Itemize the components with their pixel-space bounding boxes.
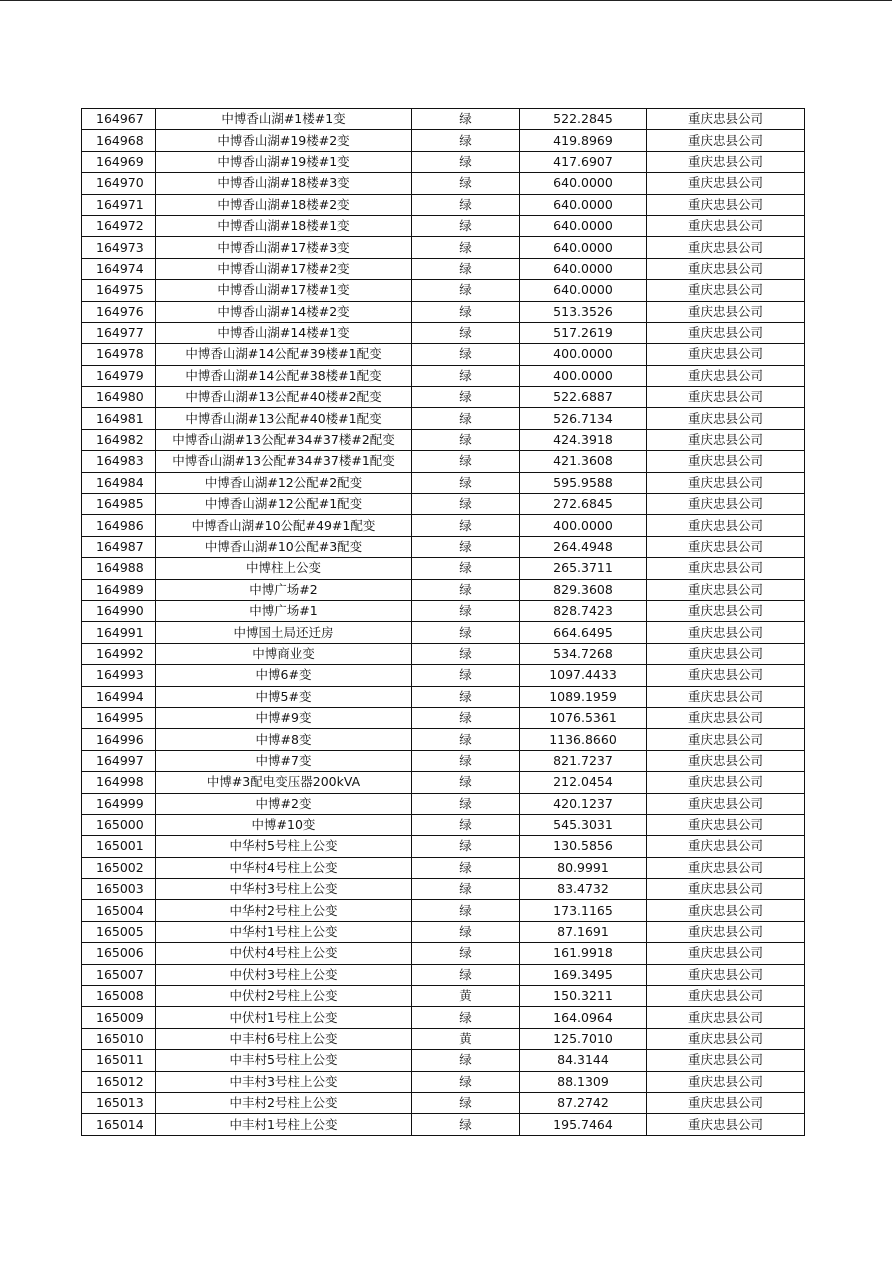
color-status-cell: 绿: [412, 536, 520, 557]
color-status-cell: 绿: [412, 301, 520, 322]
value-cell: 821.7237: [520, 750, 647, 771]
name-cell: 中博香山湖#14公配#38楼#1配变: [156, 365, 412, 386]
color-status-cell: 绿: [412, 729, 520, 750]
table-row: [82, 151, 805, 172]
color-status-cell: 绿: [412, 836, 520, 857]
table-row: [82, 836, 805, 857]
value-cell: 640.0000: [520, 194, 647, 215]
name-cell: 中博香山湖#14公配#39楼#1配变: [156, 344, 412, 365]
name-cell: 中华村4号柱上公变: [156, 857, 412, 878]
id-cell: 164983: [82, 451, 156, 472]
value-cell: 400.0000: [520, 515, 647, 536]
company-cell: 重庆忠县公司: [647, 900, 805, 921]
color-status-cell: 绿: [412, 793, 520, 814]
table-row: [82, 729, 805, 750]
company-cell: 重庆忠县公司: [647, 237, 805, 258]
company-cell: 重庆忠县公司: [647, 215, 805, 236]
table-row: [82, 900, 805, 921]
value-cell: 526.7134: [520, 408, 647, 429]
color-status-cell: 绿: [412, 600, 520, 621]
value-cell: 1089.1959: [520, 686, 647, 707]
color-status-cell: 绿: [412, 1007, 520, 1028]
id-cell: 164973: [82, 237, 156, 258]
id-cell: 164985: [82, 494, 156, 515]
value-cell: 1076.5361: [520, 707, 647, 728]
color-status-cell: 绿: [412, 237, 520, 258]
id-cell: 164980: [82, 387, 156, 408]
value-cell: 161.9918: [520, 943, 647, 964]
color-status-cell: 绿: [412, 109, 520, 130]
id-cell: 165005: [82, 921, 156, 942]
value-cell: 828.7423: [520, 600, 647, 621]
table-row: [82, 686, 805, 707]
table-row: [82, 258, 805, 279]
id-cell: 164972: [82, 215, 156, 236]
company-cell: 重庆忠县公司: [647, 707, 805, 728]
value-cell: 829.3608: [520, 579, 647, 600]
table-row: [82, 622, 805, 643]
color-status-cell: 绿: [412, 707, 520, 728]
company-cell: 重庆忠县公司: [647, 943, 805, 964]
name-cell: 中丰村3号柱上公变: [156, 1071, 412, 1092]
table-row: [82, 515, 805, 536]
value-cell: 87.1691: [520, 921, 647, 942]
value-cell: 513.3526: [520, 301, 647, 322]
id-cell: 164999: [82, 793, 156, 814]
table-row: [82, 943, 805, 964]
company-cell: 重庆忠县公司: [647, 387, 805, 408]
value-cell: 1136.8660: [520, 729, 647, 750]
color-status-cell: 绿: [412, 643, 520, 664]
id-cell: 165010: [82, 1028, 156, 1049]
table-row: [82, 1028, 805, 1049]
id-cell: 164989: [82, 579, 156, 600]
color-status-cell: 绿: [412, 494, 520, 515]
color-status-cell: 绿: [412, 515, 520, 536]
name-cell: 中博香山湖#10公配#49#1配变: [156, 515, 412, 536]
value-cell: 517.2619: [520, 322, 647, 343]
company-cell: 重庆忠县公司: [647, 258, 805, 279]
color-status-cell: 黄: [412, 1028, 520, 1049]
company-cell: 重庆忠县公司: [647, 515, 805, 536]
color-status-cell: 绿: [412, 151, 520, 172]
value-cell: 424.3918: [520, 429, 647, 450]
company-cell: 重庆忠县公司: [647, 451, 805, 472]
name-cell: 中博香山湖#12公配#1配变: [156, 494, 412, 515]
id-cell: 165013: [82, 1092, 156, 1113]
name-cell: 中华村3号柱上公变: [156, 879, 412, 900]
value-cell: 80.9991: [520, 857, 647, 878]
value-cell: 421.3608: [520, 451, 647, 472]
color-status-cell: 绿: [412, 943, 520, 964]
id-cell: 165011: [82, 1050, 156, 1071]
name-cell: 中博#2变: [156, 793, 412, 814]
id-cell: 164976: [82, 301, 156, 322]
table-row: [82, 643, 805, 664]
company-cell: 重庆忠县公司: [647, 408, 805, 429]
color-status-cell: 绿: [412, 622, 520, 643]
name-cell: 中博香山湖#13公配#40楼#2配变: [156, 387, 412, 408]
company-cell: 重庆忠县公司: [647, 814, 805, 835]
name-cell: 中博香山湖#1楼#1变: [156, 109, 412, 130]
value-cell: 420.1237: [520, 793, 647, 814]
company-cell: 重庆忠县公司: [647, 772, 805, 793]
table-row: [82, 365, 805, 386]
id-cell: 164977: [82, 322, 156, 343]
name-cell: 中博香山湖#14楼#2变: [156, 301, 412, 322]
id-cell: 164997: [82, 750, 156, 771]
id-cell: 164987: [82, 536, 156, 557]
table-row: [82, 579, 805, 600]
name-cell: 中博香山湖#17楼#2变: [156, 258, 412, 279]
company-cell: 重庆忠县公司: [647, 280, 805, 301]
color-status-cell: 绿: [412, 814, 520, 835]
id-cell: 164978: [82, 344, 156, 365]
value-cell: 88.1309: [520, 1071, 647, 1092]
value-cell: 417.6907: [520, 151, 647, 172]
company-cell: 重庆忠县公司: [647, 429, 805, 450]
id-cell: 164982: [82, 429, 156, 450]
name-cell: 中博香山湖#19楼#2变: [156, 130, 412, 151]
name-cell: 中博#9变: [156, 707, 412, 728]
id-cell: 164974: [82, 258, 156, 279]
value-cell: 522.2845: [520, 109, 647, 130]
name-cell: 中华村5号柱上公变: [156, 836, 412, 857]
color-status-cell: 绿: [412, 558, 520, 579]
company-cell: 重庆忠县公司: [647, 1028, 805, 1049]
company-cell: 重庆忠县公司: [647, 964, 805, 985]
id-cell: 165001: [82, 836, 156, 857]
table-row: [82, 793, 805, 814]
value-cell: 125.7010: [520, 1028, 647, 1049]
name-cell: 中博柱上公变: [156, 558, 412, 579]
id-cell: 164988: [82, 558, 156, 579]
id-cell: 165012: [82, 1071, 156, 1092]
table-row: [82, 344, 805, 365]
id-cell: 165008: [82, 986, 156, 1007]
table-row: [82, 109, 805, 130]
id-cell: 165004: [82, 900, 156, 921]
value-cell: 265.3711: [520, 558, 647, 579]
name-cell: 中博商业变: [156, 643, 412, 664]
company-cell: 重庆忠县公司: [647, 750, 805, 771]
company-cell: 重庆忠县公司: [647, 365, 805, 386]
table-row: [82, 986, 805, 1007]
company-cell: 重庆忠县公司: [647, 879, 805, 900]
table-row: [82, 665, 805, 686]
name-cell: 中博#3配电变压器200kVA: [156, 772, 412, 793]
name-cell: 中博香山湖#10公配#3配变: [156, 536, 412, 557]
company-cell: 重庆忠县公司: [647, 836, 805, 857]
name-cell: 中博香山湖#13公配#40楼#1配变: [156, 408, 412, 429]
color-status-cell: 绿: [412, 429, 520, 450]
color-status-cell: 绿: [412, 194, 520, 215]
table-row: [82, 408, 805, 429]
name-cell: 中伏村1号柱上公变: [156, 1007, 412, 1028]
value-cell: 264.4948: [520, 536, 647, 557]
table-row: [82, 964, 805, 985]
table-row: [82, 1007, 805, 1028]
company-cell: 重庆忠县公司: [647, 729, 805, 750]
company-cell: 重庆忠县公司: [647, 301, 805, 322]
company-cell: 重庆忠县公司: [647, 1050, 805, 1071]
color-status-cell: 绿: [412, 258, 520, 279]
value-cell: 83.4732: [520, 879, 647, 900]
value-cell: 545.3031: [520, 814, 647, 835]
color-status-cell: 绿: [412, 322, 520, 343]
name-cell: 中博#8变: [156, 729, 412, 750]
table-row: [82, 387, 805, 408]
company-cell: 重庆忠县公司: [647, 643, 805, 664]
name-cell: 中丰村5号柱上公变: [156, 1050, 412, 1071]
value-cell: 640.0000: [520, 280, 647, 301]
table-row: [82, 814, 805, 835]
name-cell: 中博香山湖#14楼#1变: [156, 322, 412, 343]
name-cell: 中博广场#1: [156, 600, 412, 621]
id-cell: 164969: [82, 151, 156, 172]
table-row: [82, 857, 805, 878]
color-status-cell: 绿: [412, 665, 520, 686]
value-cell: 640.0000: [520, 173, 647, 194]
company-cell: 重庆忠县公司: [647, 344, 805, 365]
table-row: [82, 558, 805, 579]
name-cell: 中博香山湖#13公配#34#37楼#2配变: [156, 429, 412, 450]
color-status-cell: 绿: [412, 451, 520, 472]
id-cell: 165009: [82, 1007, 156, 1028]
value-cell: 150.3211: [520, 986, 647, 1007]
name-cell: 中博香山湖#17楼#1变: [156, 280, 412, 301]
table-row: [82, 494, 805, 515]
name-cell: 中博#7变: [156, 750, 412, 771]
company-cell: 重庆忠县公司: [647, 793, 805, 814]
color-status-cell: 绿: [412, 344, 520, 365]
table-row: [82, 750, 805, 771]
id-cell: 164979: [82, 365, 156, 386]
table-row: [82, 451, 805, 472]
company-cell: 重庆忠县公司: [647, 600, 805, 621]
company-cell: 重庆忠县公司: [647, 921, 805, 942]
name-cell: 中博香山湖#18楼#1变: [156, 215, 412, 236]
company-cell: 重庆忠县公司: [647, 558, 805, 579]
table-row: [82, 130, 805, 151]
table-row: [82, 1071, 805, 1092]
table-row: [82, 600, 805, 621]
company-cell: 重庆忠县公司: [647, 1092, 805, 1113]
table-row: [82, 215, 805, 236]
table-row: [82, 429, 805, 450]
value-cell: 522.6887: [520, 387, 647, 408]
color-status-cell: 绿: [412, 1092, 520, 1113]
name-cell: 中伏村2号柱上公变: [156, 986, 412, 1007]
id-cell: 164975: [82, 280, 156, 301]
color-status-cell: 绿: [412, 964, 520, 985]
name-cell: 中博香山湖#18楼#2变: [156, 194, 412, 215]
value-cell: 164.0964: [520, 1007, 647, 1028]
company-cell: 重庆忠县公司: [647, 109, 805, 130]
company-cell: 重庆忠县公司: [647, 194, 805, 215]
name-cell: 中博广场#2: [156, 579, 412, 600]
table-row: [82, 237, 805, 258]
company-cell: 重庆忠县公司: [647, 986, 805, 1007]
value-cell: 272.6845: [520, 494, 647, 515]
name-cell: 中博6#变: [156, 665, 412, 686]
color-status-cell: 绿: [412, 879, 520, 900]
id-cell: 165000: [82, 814, 156, 835]
table-row: [82, 194, 805, 215]
value-cell: 84.3144: [520, 1050, 647, 1071]
value-cell: 173.1165: [520, 900, 647, 921]
id-cell: 165006: [82, 943, 156, 964]
name-cell: 中伏村3号柱上公变: [156, 964, 412, 985]
table-row: [82, 1050, 805, 1071]
name-cell: 中博香山湖#18楼#3变: [156, 173, 412, 194]
table-row: [82, 772, 805, 793]
name-cell: 中博香山湖#19楼#1变: [156, 151, 412, 172]
value-cell: 534.7268: [520, 643, 647, 664]
color-status-cell: 绿: [412, 387, 520, 408]
id-cell: 164970: [82, 173, 156, 194]
id-cell: 164995: [82, 707, 156, 728]
table-row: [82, 1114, 805, 1135]
id-cell: 165007: [82, 964, 156, 985]
color-status-cell: 绿: [412, 173, 520, 194]
color-status-cell: 绿: [412, 1071, 520, 1092]
id-cell: 164994: [82, 686, 156, 707]
id-cell: 164996: [82, 729, 156, 750]
value-cell: 169.3495: [520, 964, 647, 985]
id-cell: 165014: [82, 1114, 156, 1135]
company-cell: 重庆忠县公司: [647, 130, 805, 151]
table-row: [82, 707, 805, 728]
value-cell: 87.2742: [520, 1092, 647, 1113]
id-cell: 164986: [82, 515, 156, 536]
name-cell: 中博香山湖#17楼#3变: [156, 237, 412, 258]
value-cell: 640.0000: [520, 258, 647, 279]
value-cell: 595.9588: [520, 472, 647, 493]
table-row: [82, 322, 805, 343]
value-cell: 1097.4433: [520, 665, 647, 686]
color-status-cell: 绿: [412, 130, 520, 151]
data-table: [81, 108, 805, 1136]
color-status-cell: 绿: [412, 579, 520, 600]
company-cell: 重庆忠县公司: [647, 472, 805, 493]
page-top-border: [0, 0, 892, 1]
name-cell: 中华村1号柱上公变: [156, 921, 412, 942]
id-cell: 164993: [82, 665, 156, 686]
id-cell: 164991: [82, 622, 156, 643]
color-status-cell: 黄: [412, 986, 520, 1007]
id-cell: 164990: [82, 600, 156, 621]
company-cell: 重庆忠县公司: [647, 857, 805, 878]
name-cell: 中博香山湖#12公配#2配变: [156, 472, 412, 493]
id-cell: 164968: [82, 130, 156, 151]
table-row: [82, 301, 805, 322]
table-row: [82, 173, 805, 194]
color-status-cell: 绿: [412, 472, 520, 493]
company-cell: 重庆忠县公司: [647, 151, 805, 172]
company-cell: 重庆忠县公司: [647, 579, 805, 600]
color-status-cell: 绿: [412, 1050, 520, 1071]
company-cell: 重庆忠县公司: [647, 1071, 805, 1092]
value-cell: 400.0000: [520, 344, 647, 365]
name-cell: 中博香山湖#13公配#34#37楼#1配变: [156, 451, 412, 472]
name-cell: 中丰村6号柱上公变: [156, 1028, 412, 1049]
id-cell: 164998: [82, 772, 156, 793]
color-status-cell: 绿: [412, 686, 520, 707]
name-cell: 中博#10变: [156, 814, 412, 835]
table-row: [82, 280, 805, 301]
table-row: [82, 921, 805, 942]
company-cell: 重庆忠县公司: [647, 536, 805, 557]
color-status-cell: 绿: [412, 857, 520, 878]
name-cell: 中博国土局还迁房: [156, 622, 412, 643]
id-cell: 164971: [82, 194, 156, 215]
company-cell: 重庆忠县公司: [647, 665, 805, 686]
color-status-cell: 绿: [412, 921, 520, 942]
color-status-cell: 绿: [412, 408, 520, 429]
id-cell: 165003: [82, 879, 156, 900]
value-cell: 212.0454: [520, 772, 647, 793]
table-row: [82, 536, 805, 557]
table-row: [82, 879, 805, 900]
color-status-cell: 绿: [412, 280, 520, 301]
table-row: [82, 472, 805, 493]
company-cell: 重庆忠县公司: [647, 1007, 805, 1028]
company-cell: 重庆忠县公司: [647, 173, 805, 194]
color-status-cell: 绿: [412, 900, 520, 921]
value-cell: 195.7464: [520, 1114, 647, 1135]
id-cell: 164984: [82, 472, 156, 493]
name-cell: 中博5#变: [156, 686, 412, 707]
color-status-cell: 绿: [412, 772, 520, 793]
table-row: [82, 1092, 805, 1113]
table-body: [82, 109, 805, 1136]
name-cell: 中丰村2号柱上公变: [156, 1092, 412, 1113]
value-cell: 400.0000: [520, 365, 647, 386]
company-cell: 重庆忠县公司: [647, 322, 805, 343]
name-cell: 中华村2号柱上公变: [156, 900, 412, 921]
id-cell: 164967: [82, 109, 156, 130]
id-cell: 164981: [82, 408, 156, 429]
color-status-cell: 绿: [412, 365, 520, 386]
color-status-cell: 绿: [412, 215, 520, 236]
company-cell: 重庆忠县公司: [647, 622, 805, 643]
id-cell: 165002: [82, 857, 156, 878]
company-cell: 重庆忠县公司: [647, 494, 805, 515]
color-status-cell: 绿: [412, 1114, 520, 1135]
id-cell: 164992: [82, 643, 156, 664]
name-cell: 中伏村4号柱上公变: [156, 943, 412, 964]
value-cell: 664.6495: [520, 622, 647, 643]
name-cell: 中丰村1号柱上公变: [156, 1114, 412, 1135]
color-status-cell: 绿: [412, 750, 520, 771]
company-cell: 重庆忠县公司: [647, 686, 805, 707]
company-cell: 重庆忠县公司: [647, 1114, 805, 1135]
value-cell: 419.8969: [520, 130, 647, 151]
value-cell: 640.0000: [520, 237, 647, 258]
value-cell: 640.0000: [520, 215, 647, 236]
value-cell: 130.5856: [520, 836, 647, 857]
